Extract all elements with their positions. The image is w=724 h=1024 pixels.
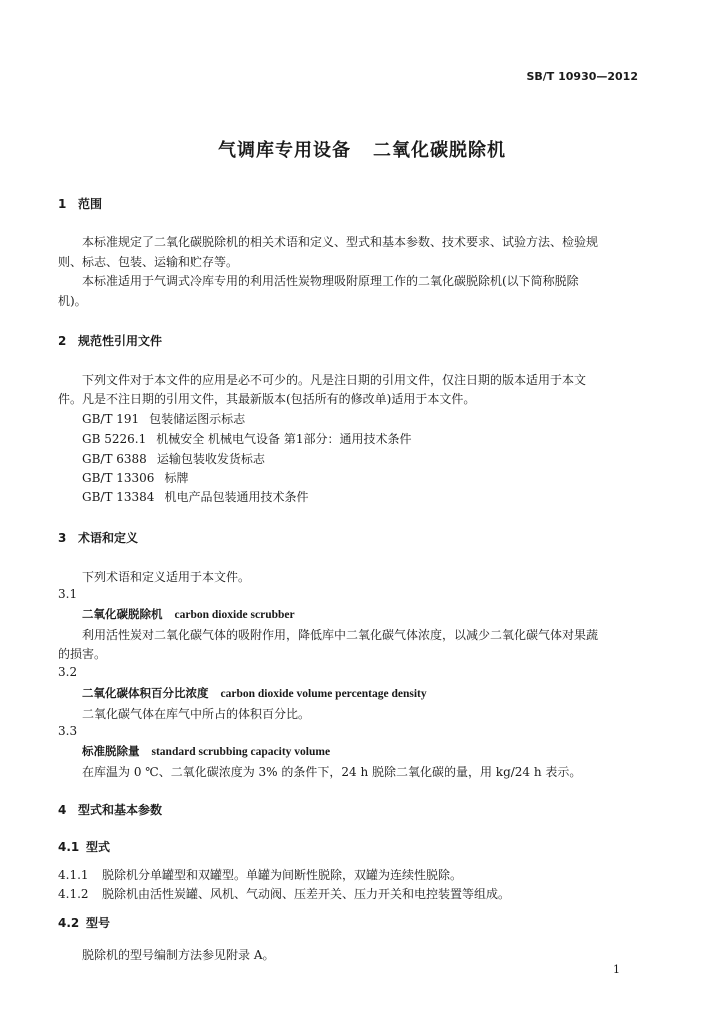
term-3-1-definition-line-2: 的损害。 — [58, 647, 107, 661]
reference-item — [82, 488, 308, 505]
term-3-3 — [82, 743, 330, 759]
reference-code: GB 5226.1 — [82, 432, 147, 446]
title-part-1: 气调库专用设备 — [218, 140, 351, 161]
clause-number: 4.1.2 — [58, 887, 89, 901]
term-3-2-definition: 二氧化碳气体在库气中所占的体积百分比。 — [82, 707, 311, 721]
s3-intro: 下列术语和定义适用于本文件。 — [82, 570, 251, 584]
section-4-2-heading — [58, 914, 110, 931]
section-title: 型式 — [86, 840, 111, 854]
term-english: standard scrubbing capacity volume — [151, 746, 331, 758]
reference-title: 标牌 — [164, 471, 189, 485]
term-3-2 — [82, 685, 427, 701]
reference-title: 机械安全 机械电气设备 第1部分：通用技术条件 — [156, 432, 412, 446]
reference-title: 包装储运图示标志 — [149, 412, 246, 426]
section-2-heading — [58, 332, 162, 349]
clause-number: 4.1.1 — [58, 868, 89, 882]
reference-item — [82, 469, 188, 486]
reference-item — [82, 450, 265, 467]
section-title: 型号 — [86, 916, 111, 930]
section-number: 4.1 — [58, 840, 80, 854]
s1-paragraph-2-line-2: 机)。 — [58, 294, 87, 308]
reference-title: 机电产品包装通用技术条件 — [164, 490, 309, 504]
term-3-1-definition-line-1: 利用活性炭对二氧化碳气体的吸附作用，降低库中二氧化碳气体浓度，以减少二氧化碳气体对果蔬 — [82, 628, 599, 642]
section-number: 1 — [58, 197, 67, 211]
clause-4-1-2 — [58, 885, 510, 902]
document-title — [0, 136, 724, 162]
term-3-1-number: 3.1 — [58, 587, 78, 601]
reference-code: GB/T 13384 — [82, 490, 155, 504]
s2-paragraph-line-2: 件。凡是不注日期的引用文件，其最新版本(包括所有的修改单)适用于本文件。 — [58, 392, 476, 406]
reference-code: GB/T 6388 — [82, 452, 147, 466]
clause-text: 脱除机由活性炭罐、风机、气动阀、压差开关、压力开关和电控装置等组成。 — [102, 887, 511, 901]
section-1-heading — [58, 195, 102, 212]
term-chinese: 标准脱除量 — [82, 744, 140, 758]
section-4-heading — [58, 801, 162, 818]
section-number: 2 — [58, 334, 67, 348]
reference-code: GB/T 191 — [82, 412, 140, 426]
term-3-1 — [82, 606, 295, 622]
clause-text: 脱除机分单罐型和双罐型。单罐为间断性脱除，双罐为连续性脱除。 — [102, 868, 463, 882]
s2-paragraph-line-1: 下列文件对于本文件的应用是必不可少的。凡是注日期的引用文件，仅注日期的版本适用于本文 — [82, 373, 587, 387]
clause-4-1-1 — [58, 866, 462, 883]
s4-2-paragraph: 脱除机的型号编制方法参见附录 A。 — [82, 948, 275, 962]
section-number: 3 — [58, 531, 67, 545]
page-number: 1 — [613, 963, 620, 976]
standard-number: SB/T 10930—2012 — [526, 70, 638, 83]
reference-item — [82, 430, 411, 447]
term-3-2-number: 3.2 — [58, 665, 78, 679]
reference-title: 运输包装收发货标志 — [156, 452, 265, 466]
term-chinese: 二氧化碳脱除机 — [82, 607, 163, 621]
term-english: carbon dioxide scrubber — [174, 609, 295, 621]
section-title: 范围 — [78, 197, 103, 211]
section-title: 型式和基本参数 — [78, 803, 163, 817]
section-3-heading — [58, 529, 138, 546]
term-3-3-number: 3.3 — [58, 724, 78, 738]
s1-paragraph-1-line-2: 则、标志、包装、运输和贮存等。 — [58, 255, 239, 269]
section-title: 规范性引用文件 — [78, 334, 163, 348]
term-chinese: 二氧化碳体积百分比浓度 — [82, 686, 209, 700]
reference-item — [82, 410, 245, 427]
section-number: 4 — [58, 803, 67, 817]
term-english: carbon dioxide volume percentage density — [220, 688, 427, 700]
s1-paragraph-2-line-1: 本标准适用于气调式冷库专用的利用活性炭物理吸附原理工作的二氧化碳脱除机(以下简称脱除 — [82, 274, 579, 288]
section-4-1-heading — [58, 838, 110, 855]
title-part-2: 二氧化碳脱除机 — [373, 140, 506, 161]
term-3-3-definition: 在库温为 0 ℃、二氧化碳浓度为 3% 的条件下，24 h 脱除二氧化碳的量，用 kg/24 h 表示。 — [82, 765, 582, 779]
s1-paragraph-1-line-1: 本标准规定了二氧化碳脱除机的相关术语和定义、型式和基本参数、技术要求、试验方法、检验规 — [82, 235, 599, 249]
reference-code: GB/T 13306 — [82, 471, 155, 485]
section-number: 4.2 — [58, 916, 80, 930]
section-title: 术语和定义 — [78, 531, 139, 545]
